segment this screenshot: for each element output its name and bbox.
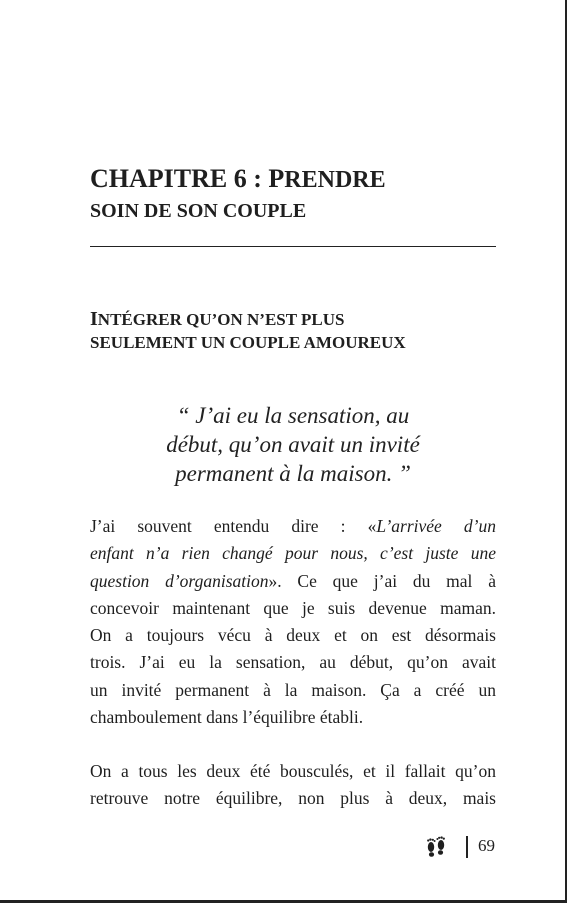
text-line: question d’organisation». Ce que j’ai du mal à [90,570,496,591]
quote-line: permanent à la maison. ” [175,461,411,486]
quote-line: “ J’ai eu la sensation, au [176,403,410,428]
section-heading-line-1: INTÉGRER QU’ON N’EST PLUS [90,308,345,330]
chapter-title [90,163,500,223]
footprints-icon [424,836,448,858]
text-line: un invité permanent à la maison. Ça a créé un [90,679,496,700]
page-footer [424,834,504,860]
section-heading-line-2: SEULEMENT UN COUPLE AMOUREUX [90,333,406,352]
text-line: On a toujours vécu à deux et on est désormais [90,625,496,646]
text-line: J’ai souvent entendu dire : «L’arrivée d’un [90,516,496,536]
body-paragraph-2 [90,758,496,813]
text-line: On a tous les deux été bousculés, et il fallait qu’on [90,761,496,781]
footer-separator [466,836,468,858]
text-line: chamboulement dans l’équilibre établi. [90,707,364,728]
title-rule [90,246,496,247]
pull-quote [120,401,466,488]
text-line: trois. J’ai eu la sensation, au début, qu’on avait [90,652,496,673]
text-line: retrouve notre équilibre, non plus à deux, mais [90,788,496,809]
body-paragraph-1 [90,513,496,731]
text-line: concevoir maintenant que je suis devenue maman. [90,597,496,618]
text-line: enfant n’a rien changé pour nous, c’est juste une [90,543,496,564]
chapter-title-line-1: CHAPITRE 6 : PRENDRE [90,164,386,193]
page-number: 69 [478,836,495,855]
quote-line: début, qu’on avait un invité [166,432,420,457]
chapter-title-line-2: SOIN DE SON COUPLE [90,199,307,222]
section-heading [90,306,500,354]
